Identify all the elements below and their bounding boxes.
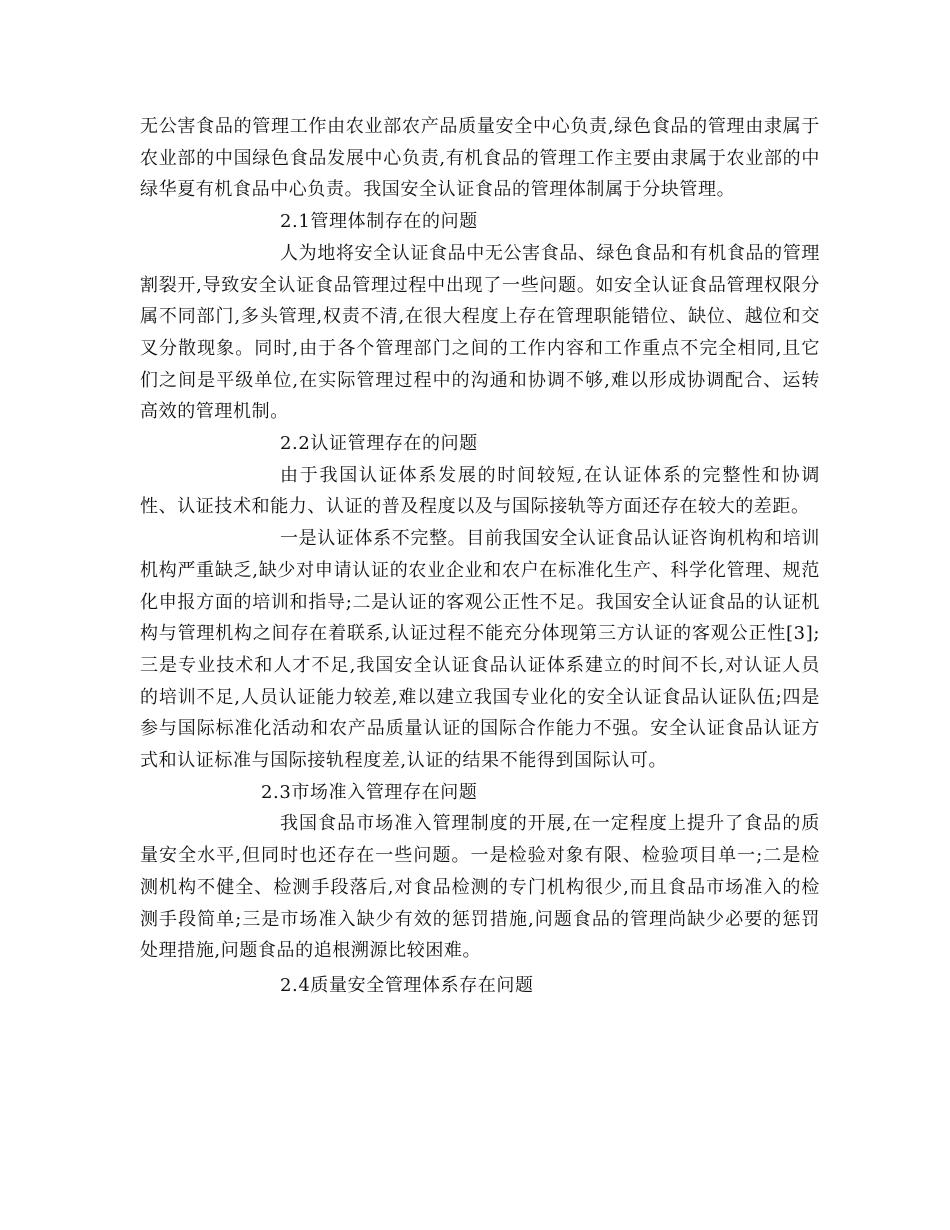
paragraph-market-access-issues: 我国食品市场准入管理制度的开展,在一定程度上提升了食品的质量安全水平,但同时也还存在一些问题。一是检验对象有限、检验项目单一;二是检测机构不健全、检测手段落后,对食品检测的专门机构很少,而且食品市场准入的检测手段简单;三是市场准入缺少有效的惩罚措施,问题食品的管理尚缺少必要的惩罚处理措施,问题食品的追根溯源比较困难。 (140, 813, 820, 962)
section-heading-2-1: 2.1管理体制存在的问题 (280, 211, 478, 233)
paragraph-certification-gap: 由于我国认证体系发展的时间较短,在认证体系的完整性和协调性、认证技术和能力、认证的普及程度以及与国际接轨等方面还存在较大的差距。 (140, 464, 820, 518)
section-heading-2-4: 2.4质量安全管理体系存在问题 (280, 974, 534, 996)
paragraph-certification-issues: 一是认证体系不完整。目前我国安全认证食品认证咨询机构和培训机构严重缺乏,缺少对申请认证的农业企业和农户在标准化生产、科学化管理、规范化申报方面的培训和指导;二是认证的客观公正性不足。我国安全认证食品的认证机构与管理机构之间存在着联系,认证过程不能充分体现第三方认证的客观公正性[3];三是专业技术和人才不足,我国安全认证食品认证体系建立的时间不长,对认证人员的培训不足,人员认证能力较差,难以建立我国专业化的安全认证食品认证队伍;四是参与国际标准化活动和农产品质量认证的国际合作能力不强。安全认证食品认证方式和认证标准与国际接轨程度差,认证的结果不能得到国际认可。 (140, 528, 820, 772)
section-heading-2-3: 2.3市场准入管理存在问题 (261, 781, 478, 803)
document-body (140, 111, 820, 1002)
paragraph-management-system-issues: 人为地将安全认证食品中无公害食品、绿色食品和有机食品的管理割裂开,导致安全认证食品管理过程中出现了一些问题。如安全认证食品管理权限分属不同部门,多头管理,权责不清,在很大程度上存在管理职能错位、缺位、越位和交叉分散现象。同时,由于各个管理部门之间的工作内容和工作重点不完全相同,且它们之间是平级单位,在实际管理过程中的沟通和协调不够,难以形成协调配合、运转高效的管理机制。 (140, 242, 820, 423)
section-heading-2-2: 2.2认证管理存在的问题 (280, 433, 478, 455)
paragraph-management-bodies: 无公害食品的管理工作由农业部农产品质量安全中心负责,绿色食品的管理由隶属于农业部的中国绿色食品发展中心负责,有机食品的管理工作主要由隶属于农业部的中绿华夏有机食品中心负责。我国安全认证食品的管理体制属于分块管理。 (140, 116, 820, 201)
